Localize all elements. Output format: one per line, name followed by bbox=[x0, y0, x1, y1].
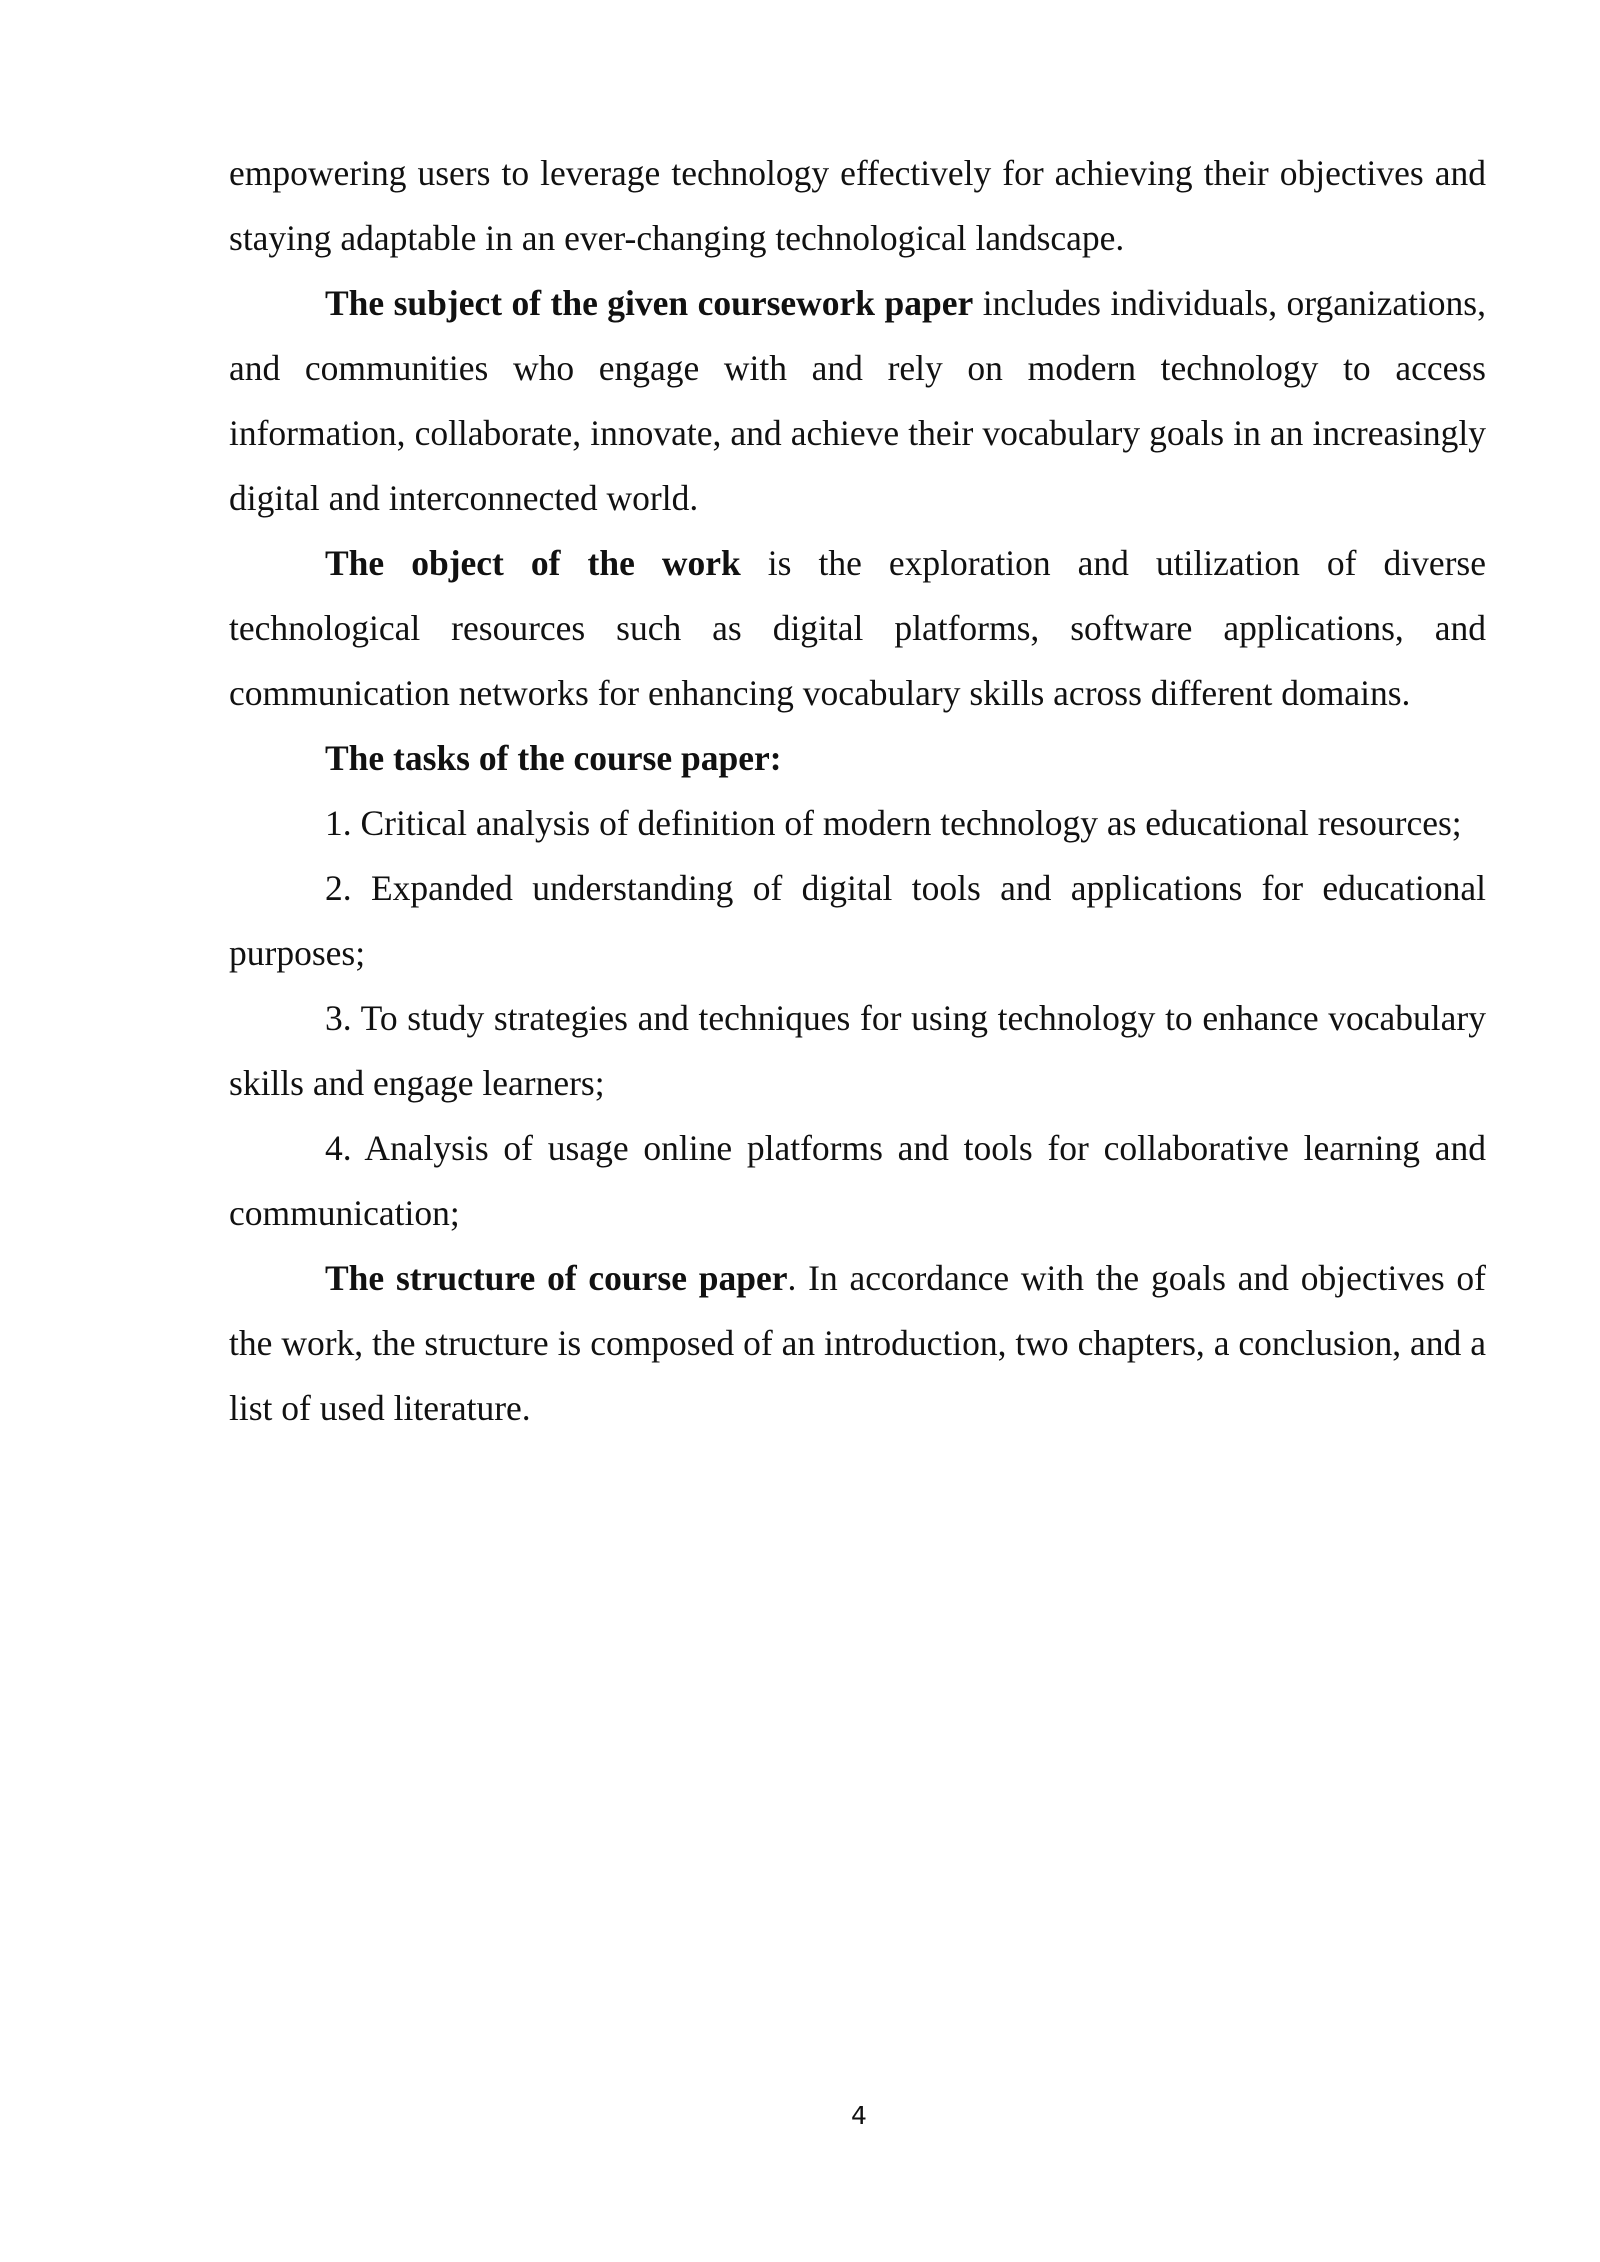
structure-paragraph bbox=[229, 1246, 1486, 1441]
subject-text: includes individuals, organizations, and communities who engage with and rely on modern technology to access information, collaborate, innovate, and achieve their vocabulary goals in an increasingly digital and interconnected world. bbox=[229, 283, 1487, 518]
task-item-4: 4. Analysis of usage online platforms and tools for collaborative learning and communication; bbox=[229, 1128, 1486, 1233]
object-text: is the exploration and utilization of diverse technological resources such as digital platforms, software applications, and communication networks for enhancing vocabulary skills across different domains. bbox=[229, 543, 1486, 713]
page-number: 4 bbox=[851, 2101, 867, 2130]
structure-label: The structure of course paper bbox=[325, 1258, 788, 1298]
tasks-heading: The tasks of the course paper: bbox=[325, 738, 782, 778]
object-label: The object of the work bbox=[325, 543, 741, 583]
subject-paragraph bbox=[229, 271, 1486, 531]
task-item-2: 2. Expanded understanding of digital tools and applications for educational purposes; bbox=[229, 868, 1486, 973]
task-item-1: 1. Critical analysis of definition of modern technology as educational resources; bbox=[325, 803, 1462, 843]
paragraph-continuation: empowering users to leverage technology effectively for achieving their objectives and staying adaptable in an ever-changing technological landscape. bbox=[229, 153, 1486, 258]
subject-label: The subject of the given coursework paper bbox=[325, 283, 974, 323]
structure-text: . In accordance with the goals and objectives of the work, the structure is composed of an introduction, two chapters, a conclusion, and a list of used literature. bbox=[229, 1258, 1486, 1428]
task-item-3: 3. To study strategies and techniques for using technology to enhance vocabulary skills and engage learners; bbox=[229, 998, 1486, 1103]
object-paragraph bbox=[229, 531, 1486, 726]
page-body bbox=[229, 141, 1486, 1441]
